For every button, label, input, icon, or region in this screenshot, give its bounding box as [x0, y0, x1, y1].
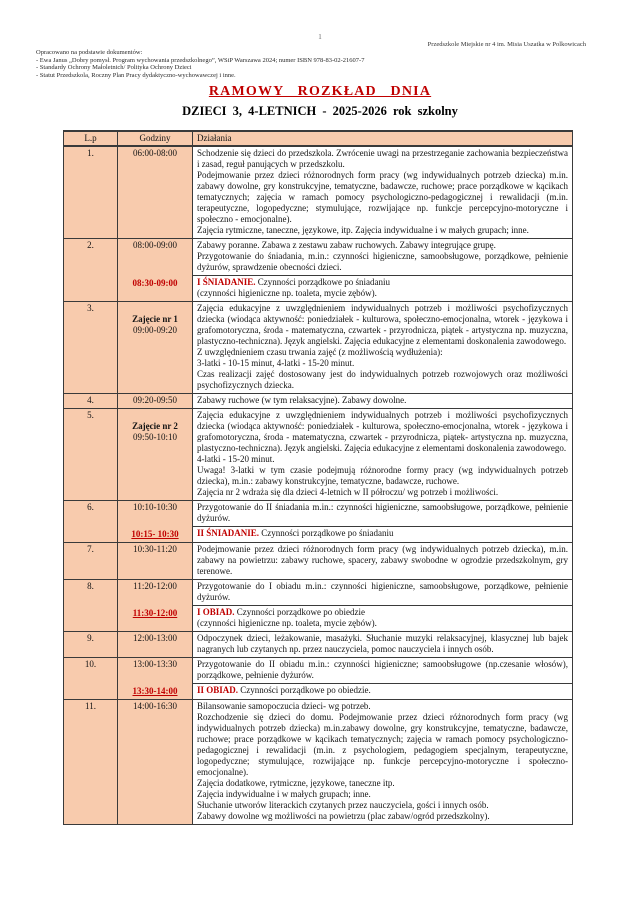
source-intro: Opracowano na podstawie dokumentów: — [36, 49, 143, 56]
activity-cell: Przygotowanie do II śniadania m.in.: czynności higieniczne, samoobsługowe, porządkowe, pełnienie dyżurów. — [193, 501, 572, 526]
meal-activity-cell: I OBIAD. Czynności porządkowe po obiedzie (czynności higieniczne np. toaleta, mycie zębów). — [193, 605, 572, 631]
column-header-dzialania: Działania — [197, 133, 232, 143]
table-row — [64, 700, 572, 824]
lp-cell: 5. — [64, 409, 118, 500]
activity-cell: Zabawy ruchowe (w tym relaksacyjne). Zabawy dowolne. — [193, 394, 572, 408]
source-item: - Standardy Ochrony Małoletnich/ Polityka Ochrony Dzieci — [36, 64, 192, 72]
time-cell: 11:20-12:00 — [118, 580, 193, 605]
lp-cell: 3. — [64, 302, 118, 393]
time-cell: 06:00-08:00 — [118, 147, 193, 238]
time-cell: 09:20-09:50 — [118, 394, 193, 408]
document-subtitle: DZIECI 3, 4-LETNICH - 2025-2026 rok szkolny — [182, 104, 458, 118]
table-row — [64, 501, 572, 543]
lp-cell: 2. — [64, 239, 118, 301]
time-cell: Zajęcie nr 2 09:50-10:10 — [118, 409, 193, 500]
lp-cell: 9. — [64, 632, 118, 657]
time-cell: 14:00-16:30 — [118, 700, 193, 824]
column-header-godziny: Godziny — [118, 132, 193, 145]
institution-name: Przedszkole Miejskie nr 4 im. Misia Uszatka w Polkowicach — [427, 41, 586, 48]
table-row — [64, 543, 572, 580]
lp-cell: 8. — [64, 580, 118, 631]
lp-cell: 11. — [64, 700, 118, 824]
table-row — [64, 658, 572, 700]
meal-name: I OBIAD. — [197, 607, 235, 617]
activity-cell: Przygotowanie do II obiadu m.in.: czynności higieniczne; samoobsługowe (np.czesanie włosów), porządkowe, pełnienie dyżurów. — [193, 658, 572, 683]
lp-cell: 4. — [64, 394, 118, 408]
table-row — [64, 394, 572, 409]
table-row — [64, 632, 572, 658]
meal-time-cell: 08:30-09:00 — [118, 275, 193, 301]
meal-name: I ŚNIADANIE. — [197, 277, 256, 287]
table-row — [64, 580, 572, 632]
activity-cell: Zajęcia edukacyjne z uwzględnieniem indywidualnych potrzeb i możliwości psychofizycznych dziecka (wiodąca aktywność: poniedziałek - kulturowa, społeczno-emocjonalna, wtorek - językowa i grafomotoryczna, środa - matematyczna, czwartek - przyrodnicza, piątek - artystyczna np. muzyczna, plastyczno-techniczna). Język angielski. Zajęcia edukacyjne z elementami doskonalenia zawodowego. Z uwzględnieniem czasu trwania zajęć (z możliwością wydłużenia): 3-latki - 10-15 minut, 4-latki - 15-20 minut. Czas realizacji zajęć dostosowany jest do indywidualnych potrzeb rozwojowych oraz możliwości psychofizycznych dziecka. — [193, 302, 572, 393]
schedule-table-body — [64, 147, 572, 824]
meal-activity-cell: II OBIAD. Czynności porządkowe po obiedzie. — [193, 683, 572, 699]
time-cell: 08:00-09:00 — [118, 239, 193, 275]
activity-cell: Odpoczynek dzieci, leżakowanie, masażyki. Słuchanie muzyki relaksacyjnej, klasycznej lub bajek nagranych lub czytanych np. przez nauczyciela, pomoc nauczyciela i innych osób. — [193, 632, 572, 657]
source-item: - Statut Przedszkola, Roczny Plan Pracy dydaktyczno-wychowawczej i inne. — [36, 71, 236, 79]
meal-activity-cell: I ŚNIADANIE. Czynności porządkowe po śniadaniu (czynności higieniczne np. toaleta, mycie zębów). — [193, 275, 572, 301]
table-header-row — [64, 132, 572, 147]
source-documents — [36, 49, 364, 79]
table-row — [64, 302, 572, 394]
meal-name: II OBIAD. — [197, 685, 239, 695]
meal-activity-cell: II ŚNIADANIE. Czynności porządkowe po śniadaniu — [193, 526, 572, 542]
meal-time-cell: 10:15- 10:30 — [118, 526, 193, 542]
document-title: RAMOWY ROZKŁAD DNIA — [208, 84, 432, 99]
activity-cell: Zajęcia edukacyjne z uwzględnieniem indywidualnych potrzeb i możliwości psychofizycznych dziecka (wiodąca aktywność: poniedziałek - kulturowa, społeczno-emocjonalna, wtorek - językowa i grafomotoryczna, środa - matematyczna, czwartek - przyrodnicza, piątek- artystyczna np. muzyczna, plastyczno-techniczna). Język angielski. Zajęcia edukacyjne z elementami doskonalenia zawodowego. 4-latki - 15-20 minut. Uwaga! 3-latki w tym czasie podejmują różnorodne formy pracy (wg indywidualnych potrzeb dziecka), m.in.: zabawy konstrukcyjne, tematyczne, badawcze, ruchowe. Zajęcia nr 2 wdraża się dla dzieci 4-letnich w II półroczu/ wg potrzeb i możliwości. — [193, 409, 572, 500]
table-row — [64, 409, 572, 501]
meal-name: II ŚNIADANIE. — [197, 528, 260, 538]
activity-cell: Bilansowanie samopoczucia dzieci- wg potrzeb. Rozchodzenie się dzieci do domu. Podejmowanie przez dzieci różnorodnych form pracy (wg indywidualnych potrzeb dziecka) m.in.zabawy dowolne, gry konstrukcyjne, tematyczne, badawcze, ruchowe; prace porządkowe w kącikach tematycznych; zajęcia w ramach pomocy psychologiczno-pedagogicznej i rewalidacji (m.in. z psychologiem, pedagogiem specjalnym, terapeutyczne, logopedyczne; stymulujące, rozwijające np. funkcje percepcyjno-motoryczne i społeczno-emocjonalne). Zajęcia dodatkowe, rytmiczne, językowe, taneczne itp. Zajęcia indywidualne i w małych grupach; inne. Słuchanie utworów literackich czytanych przez nauczyciela, gości i innych osób. Zabawy dowolne wg możliwości na powietrzu (plac zabaw/ogród przedszkolny). — [193, 700, 572, 824]
meal-time-cell: 11:30-12:00 — [118, 605, 193, 631]
table-row — [64, 147, 572, 239]
lp-cell: 7. — [64, 543, 118, 579]
lp-cell: 6. — [64, 501, 118, 542]
activity-cell: Zabawy poranne. Zabawa z zestawu zabaw ruchowych. Zabawy integrujące grupę. Przygotowanie do śniadania, m.in.: czynności higieniczne, samoobsługowe, porządkowe, pełnienie dyżurów, sprawdzenie obecności dzieci. — [193, 239, 572, 275]
column-header-lp: L.p — [64, 132, 118, 145]
activity-cell: Podejmowanie przez dzieci różnorodnych form pracy (wg indywidualnych potrzeb dziecka), m.in. zabawy na powietrzu: zabawy ruchowe, spacery, zabawy swobodne w ogrodzie przedszkolnym, gry terenowe. — [193, 543, 572, 579]
time-cell: 10:10-10:30 — [118, 501, 193, 526]
time-cell: 12:00-13:00 — [118, 632, 193, 657]
schedule-table — [63, 130, 573, 825]
meal-time-cell: 13:30-14:00 — [118, 683, 193, 699]
time-cell: 10:30-11:20 — [118, 543, 193, 579]
activity-cell: Przygotowanie do I obiadu m.in.: czynności higieniczne, samoobsługowe, porządkowe, pełnienie dyżurów. — [193, 580, 572, 605]
table-row — [64, 239, 572, 302]
time-cell: Zajęcie nr 1 09:00-09:20 — [118, 302, 193, 393]
time-cell: 13:00-13:30 — [118, 658, 193, 683]
lp-cell: 1. — [64, 147, 118, 238]
lp-cell: 10. — [64, 658, 118, 699]
page-number: 1 — [318, 33, 322, 41]
activity-cell: Schodzenie się dzieci do przedszkola. Zwrócenie uwagi na przestrzeganie zachowania bezpieczeństwa i zasad, reguł panujących w przedszkolu. Podejmowanie przez dzieci różnorodnych form pracy (wg indywidualnych potrzeb dziecka) m.in. zabawy dowolne, gry konstrukcyjne, tematyczne, badawcze, ruchowe; prace porządkowe w kącikach tematycznych; zajęcia w ramach pomocy psychologiczno-pedagogicznej i rewalidacji (m.in. terapeutyczne, logopedyczne; stymulujące, rozwijające np. funkcje percepcyjno-motoryczne i społeczno - emocjonalne). Zajęcia rytmiczne, taneczne, językowe, itp. Zajęcia indywidualne i w małych grupach; inne. — [193, 147, 572, 238]
source-item: - Ewa Janus „Dobry pomysł. Program wychowania przedszkolnego”, WSiP Warszawa 2024; numer ISBN 978-83-02-21607-7 — [36, 56, 365, 64]
